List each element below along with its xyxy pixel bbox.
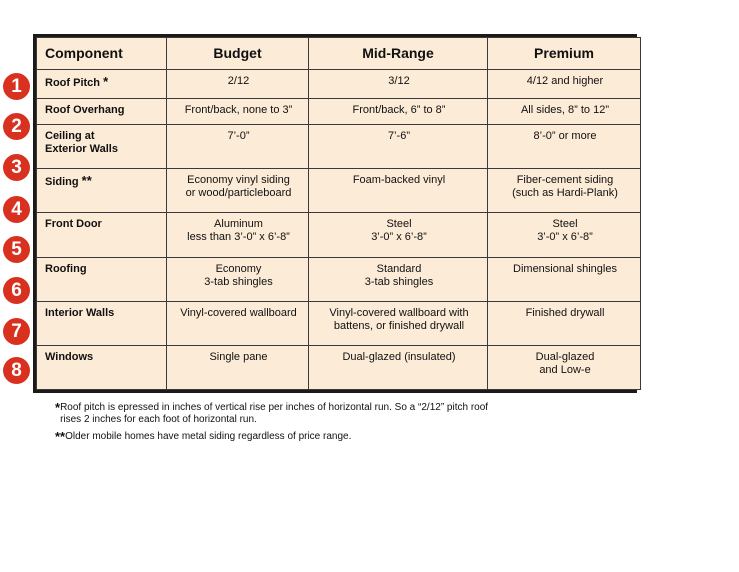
component-label: Interior Walls <box>45 306 115 319</box>
premium-cell: Dual-glazed and Low-e <box>488 345 641 389</box>
table-row <box>37 70 641 99</box>
footnote-mark: * <box>103 74 109 89</box>
row-number-badge: 4 <box>3 196 30 223</box>
comparison-grid <box>36 37 641 390</box>
budget-cell: Vinyl-covered wallboard <box>167 301 309 345</box>
premium-cell: Finished drywall <box>488 301 641 345</box>
row-number-badge: 5 <box>3 236 30 263</box>
premium-cell: Dimensional shingles <box>488 257 641 301</box>
budget-cell: Single pane <box>167 345 309 389</box>
budget-cell: 7’-0” <box>167 125 309 169</box>
footnote <box>55 431 575 443</box>
comparison-table <box>33 34 637 393</box>
table-row <box>37 98 641 124</box>
component-label: Ceiling at Exterior Walls <box>45 130 118 156</box>
component-label: Siding <box>45 176 79 189</box>
premium-cell: Fiber-cement siding (such as Hardi-Plank) <box>488 169 641 213</box>
footnote-text: Older mobile homes have metal siding regardless of price range. <box>65 431 352 442</box>
table-row <box>37 257 641 301</box>
table-row <box>37 213 641 257</box>
premium-cell: Steel 3’-0” x 6’-8” <box>488 213 641 257</box>
mid-range-cell: Vinyl-covered wallboard with battens, or finished drywall <box>309 301 488 345</box>
component-cell <box>37 257 167 301</box>
component-cell <box>37 169 167 213</box>
row-number-badge: 6 <box>3 277 30 304</box>
budget-cell: Aluminum less than 3’-0” x 6’-8” <box>167 213 309 257</box>
table-row <box>37 301 641 345</box>
table-row <box>37 125 641 169</box>
component-label: Roofing <box>45 262 87 275</box>
mid-range-cell: Steel 3’-0” x 6’-8” <box>309 213 488 257</box>
budget-cell: Economy 3-tab shingles <box>167 257 309 301</box>
component-cell <box>37 125 167 169</box>
footnote-text: Roof pitch is epressed in inches of vertical rise per inches of horizontal run. So a “2/12” pitch roof rises 2 inches for each foot of horizontal run. <box>60 402 489 425</box>
mid-range-cell: 3/12 <box>309 70 488 99</box>
header-component: Component <box>37 38 167 70</box>
footnote-mark: ** <box>55 429 66 444</box>
table-row <box>37 169 641 213</box>
component-label: Windows <box>45 350 94 363</box>
mid-range-cell: Foam-backed vinyl <box>309 169 488 213</box>
row-number-badge: 8 <box>3 357 30 384</box>
component-cell <box>37 301 167 345</box>
premium-cell: 4/12 and higher <box>488 70 641 99</box>
component-label: Roof Overhang <box>45 103 125 116</box>
footnotes <box>55 402 575 448</box>
budget-cell: 2/12 <box>167 70 309 99</box>
footnote <box>55 402 575 426</box>
row-number-badge: 7 <box>3 318 30 345</box>
component-cell <box>37 98 167 124</box>
mid-range-cell: Front/back, 6” to 8” <box>309 98 488 124</box>
component-label: Front Door <box>45 218 102 231</box>
row-number-badge: 3 <box>3 154 30 181</box>
header-mid-range: Mid-Range <box>309 38 488 70</box>
header-row <box>37 38 641 70</box>
component-cell <box>37 345 167 389</box>
header-premium: Premium <box>488 38 641 70</box>
premium-cell: All sides, 8” to 12” <box>488 98 641 124</box>
row-number-badge: 1 <box>3 73 30 100</box>
component-cell <box>37 70 167 99</box>
component-label: Roof Pitch <box>45 77 100 89</box>
table-row <box>37 345 641 389</box>
component-cell <box>37 213 167 257</box>
premium-cell: 8’-0” or more <box>488 125 641 169</box>
budget-cell: Front/back, none to 3” <box>167 98 309 124</box>
row-number-badge: 2 <box>3 113 30 140</box>
budget-cell: Economy vinyl siding or wood/particleboard <box>167 169 309 213</box>
header-budget: Budget <box>167 38 309 70</box>
mid-range-cell: Standard 3-tab shingles <box>309 257 488 301</box>
mid-range-cell: Dual-glazed (insulated) <box>309 345 488 389</box>
footnote-mark: ** <box>81 173 92 189</box>
footnote-mark: * <box>55 400 61 415</box>
mid-range-cell: 7’-6” <box>309 125 488 169</box>
